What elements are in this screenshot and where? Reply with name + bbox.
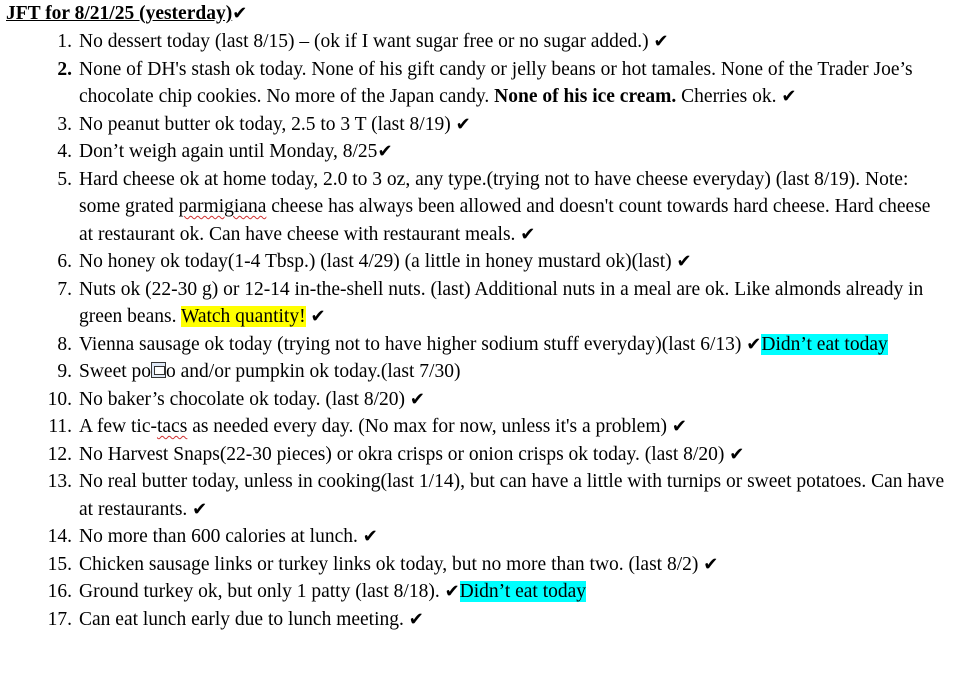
item-text: No Harvest Snaps(22-30 pieces) or okra crisps or onion crisps ok today. (last 8/20) ✔ [79,443,745,465]
checkmark-icon: ✔ [362,526,378,547]
item-number: 8. [57,333,72,355]
bold-text: None of his ice cream. [494,86,677,107]
list-item [6,606,945,634]
item-text: Hard cheese ok at home today, 2.0 to 3 oz, any type.(trying not to have cheese everyday) (last 8/19). Note: some grated parmigiana cheese has always been allowed and doesn't count towards hard cheese. Hard cheese at restaurant ok. Can have cheese with restaurant meals. ✔ [79,168,931,245]
checkmark-icon: ✔ [671,416,687,437]
checkmark-icon: ✔ [192,498,208,520]
checkmark-icon: ✔ [444,581,460,602]
checkmark-icon: ✔ [653,31,669,52]
list-item [6,551,945,579]
item-number: 14. [47,526,72,547]
list-item [6,331,945,359]
item-text: No peanut butter ok today, 2.5 to 3 T (last 8/19) ✔ [79,113,471,135]
item-text: Nuts ok (22-30 g) or 12-14 in-the-shell nuts. (last) Additional nuts in a meal are ok. Like almonds already in green beans. Watch quantity! ✔ [79,278,924,327]
item-text: No dessert today (last 8/15) – (ok if I want sugar free or no sugar added.) ✔ [79,31,669,52]
item-number: 13. [47,471,72,492]
item-text: Don’t weigh again until Monday, 8/25✔ [79,141,393,162]
spellcheck-word[interactable]: parmigiana [178,196,267,217]
list-item [6,413,945,441]
paste-options-icon[interactable] [151,362,166,378]
item-text: Chicken sausage links or turkey links ok today, but no more than two. (last 8/2) ✔ [79,553,719,575]
checkmark-icon: ✔ [310,306,326,327]
item-number: 12. [47,443,72,465]
list-item [6,523,945,551]
item-text: Ground turkey ok, but only 1 patty (last 8/18). ✔Didn’t eat today [79,581,587,602]
title-checkmark-icon: ✔ [232,3,248,24]
list-item [6,248,945,276]
checkmark-icon: ✔ [676,251,692,272]
title-text: JFT for 8/21/25 (yesterday) [6,3,233,24]
item-text: None of DH's stash ok today. None of his gift candy or jelly beans or hot tamales. None of the Trader Joe’s chocolate chip cookies. No more of the Japan candy. None of his ice cream. Cherries ok. ✔ [79,58,913,107]
list-item [6,468,945,523]
highlighted-text: Didn’t eat today [761,333,888,355]
checkmark-icon: ✔ [377,141,393,162]
checkmark-icon: ✔ [781,86,797,107]
item-number: 9. [57,361,72,382]
checkmark-icon: ✔ [703,553,719,575]
item-text: Can eat lunch early due to lunch meeting. ✔ [79,608,424,630]
item-number: 7. [57,278,72,300]
item-number: 5. [57,168,72,190]
checkmark-icon: ✔ [408,608,424,630]
spellcheck-word[interactable]: tacs [156,416,188,437]
item-number: 1. [57,31,72,52]
item-number: 11. [48,416,72,437]
list-item [6,276,945,331]
list-item [6,28,945,56]
checkmark-icon: ✔ [520,223,536,245]
checkmark-icon: ✔ [729,443,745,465]
item-text: No more than 600 calories at lunch. ✔ [79,526,378,547]
item-number: 15. [47,553,72,575]
highlighted-text: Watch quantity! [180,306,306,327]
item-number: 6. [57,251,72,272]
item-number: 10. [47,388,72,410]
item-number: 17. [47,608,72,630]
item-number: 2. [57,58,72,80]
item-text: Sweet po o and/or pumpkin ok today.(last 7/30) [79,361,461,382]
item-number: 4. [57,141,72,162]
checkmark-icon: ✔ [746,333,762,355]
highlighted-text: Didn’t eat today [459,581,587,602]
item-text: No baker’s chocolate ok today. (last 8/20) ✔ [79,388,425,410]
item-text: No real butter today, unless in cooking(last 1/14), but can have a little with turnips or sweet potatoes. Can have at restaurants. ✔ [79,471,945,520]
list-item [6,166,945,249]
item-number: 16. [47,581,72,602]
checkmark-icon: ✔ [455,113,471,135]
checkmark-icon: ✔ [409,388,425,410]
list-item [6,578,945,606]
document-title [6,0,945,28]
list-item [6,56,945,111]
list-item [6,138,945,166]
list-item [6,111,945,139]
item-text: Vienna sausage ok today (trying not to have higher sodium stuff everyday)(last 6/13) ✔Didn’t eat today [79,333,888,355]
list-item [6,358,945,386]
item-number: 3. [57,113,72,135]
list-item [6,386,945,414]
item-text: A few tic-tacs as needed every day. (No max for now, unless it's a problem) ✔ [79,416,687,437]
list-item [6,441,945,469]
checklist [6,28,945,633]
item-text: No honey ok today(1-4 Tbsp.) (last 4/29) (a little in honey mustard ok)(last) ✔ [79,251,692,272]
